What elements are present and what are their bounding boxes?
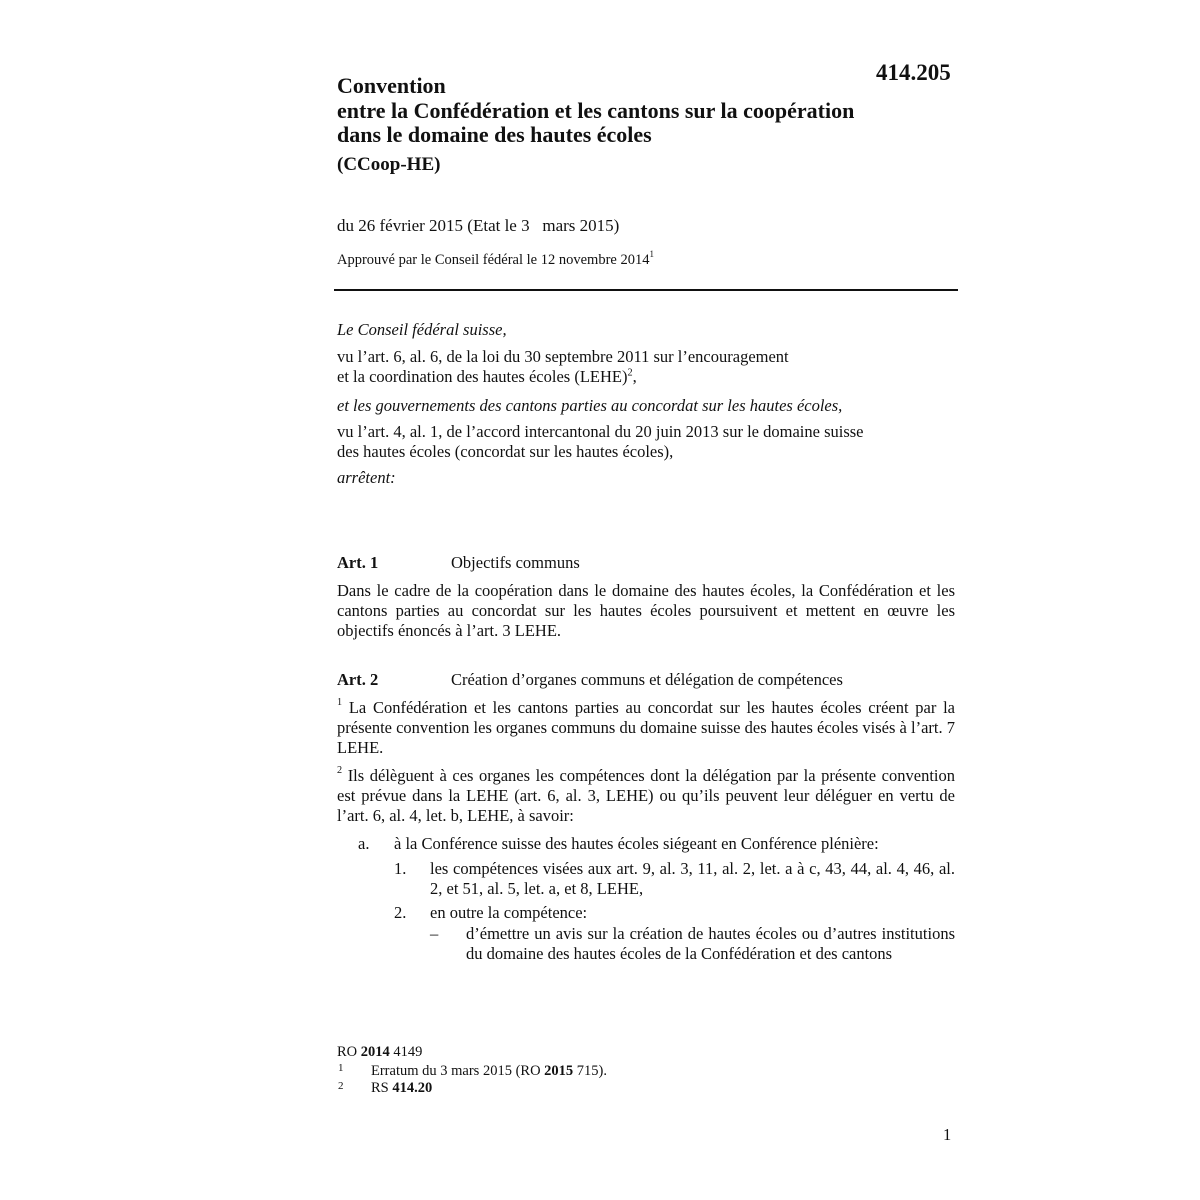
footnote-2-number: 414.20 [392, 1080, 433, 1096]
paragraph-number: 2 [337, 764, 343, 776]
preamble-decree: arrêtent: [337, 468, 396, 487]
dash-item-text: d’émettre un avis sur la création de hautes écoles ou d’autres institutions du domaine des hautes écoles de la Confédération et des cantons [466, 924, 955, 963]
article-2-paragraph-1 [337, 698, 955, 758]
document-title [337, 74, 854, 148]
article-1-number: Art. 1 [337, 553, 379, 572]
title-line-1: Convention [337, 73, 446, 98]
preamble-line-5: vu l’art. 4, al. 1, de l’accord intercantonal du 20 juin 2013 sur le domaine suisse [337, 422, 864, 441]
footnote-ref-1[interactable]: 1 [649, 248, 654, 259]
article-1-heading [337, 553, 955, 573]
preamble-line-3 [337, 367, 637, 386]
approval-note [337, 248, 654, 269]
paragraph-text: Ils délèguent à ces organes les compétences dont la délégation par la présente convention est prévue dans la LEHE (art. 6, al. 3, LEHE) ou qu’ils peuvent leur déléguer en vertu de l’art. 6, al. 4, let. b, LEHE, à savoir: [337, 766, 955, 825]
footnote-2-pre: RS [371, 1080, 393, 1096]
article-1-title: Objectifs communs [451, 553, 580, 572]
document-abbreviation: (CCoop-HE) [337, 154, 441, 175]
sub-item-2-text: en outre la compétence: [430, 903, 588, 922]
sub-item-1-number: 1. [394, 859, 407, 878]
footnote-2 [371, 1080, 432, 1097]
list-item-a-letter: a. [358, 834, 370, 853]
footnote-ref-2[interactable]: 2 [627, 367, 633, 379]
preamble-line-2: vu l’art. 6, al. 6, de la loi du 30 septembre 2011 sur l’encouragement [337, 347, 789, 366]
preamble-federal-council: Le Conseil fédéral suisse, [337, 320, 507, 339]
sub-item-2-number: 2. [394, 903, 407, 922]
document-date: du 26 février 2015 (Etat le 3 mars 2015) [337, 216, 620, 235]
footnote-1-post: 715). [573, 1063, 608, 1079]
paragraph-number: 1 [337, 696, 343, 708]
footnote-1-pre: Erratum du 3 mars 2015 (RO [371, 1063, 545, 1079]
footnote-1 [371, 1063, 607, 1080]
article-2-number: Art. 2 [337, 670, 379, 689]
article-2-heading [337, 670, 955, 690]
ro-prefix: RO [337, 1044, 361, 1060]
article-1-text: Dans le cadre de la coopération dans le domaine des hautes écoles, la Confédération et les cantons parties au concordat sur les hautes écoles poursuivent et mettent en œuvre les objectifs énoncés à l’art. 3 LEHE. [337, 581, 955, 640]
sub-item-1-text: les compétences visées aux art. 9, al. 3, 11, al. 2, let. a à c, 43, 44, al. 4, 46, al. 2, et 51, al. 5, let. a, et 8, LEHE, [430, 859, 955, 898]
title-line-3: dans le domaine des hautes écoles [337, 122, 652, 147]
footnote-ro [337, 1044, 422, 1061]
dash-bullet: – [430, 924, 439, 943]
footnote-1-year: 2015 [544, 1063, 574, 1079]
header-divider [334, 289, 958, 291]
preamble-line-6: des hautes écoles (concordat sur les hautes écoles), [337, 442, 674, 461]
footnote-2-mark: 2 [338, 1080, 344, 1092]
paragraph-text: La Confédération et les cantons parties au concordat sur les hautes écoles créent par la présente convention les organes communs du domaine suisse des hautes écoles visés à l’art. 7 LEHE. [337, 698, 955, 757]
preamble-line-3-text: et la coordination des hautes écoles (LEHE) [337, 367, 628, 386]
sr-number: 414.205 [876, 60, 951, 85]
list-item-a-text: à la Conférence suisse des hautes écoles siégeant en Conférence plénière: [394, 834, 879, 853]
approval-text: Approuvé par le Conseil fédéral le 12 novembre 2014 [337, 252, 650, 268]
ro-page: 4149 [389, 1044, 423, 1060]
title-line-2: entre la Confédération et les cantons sur la coopération [337, 97, 855, 123]
page-number: 1 [943, 1125, 952, 1144]
article-2-paragraph-2 [337, 766, 955, 826]
footnote-1-mark: 1 [338, 1062, 344, 1074]
article-2-title: Création d’organes communs et délégation de compétences [451, 670, 843, 689]
preamble-cantonal-governments: et les gouvernements des cantons parties au concordat sur les hautes écoles, [337, 396, 843, 415]
ro-year: 2014 [360, 1044, 390, 1060]
preamble-line-3-end: , [632, 367, 637, 386]
